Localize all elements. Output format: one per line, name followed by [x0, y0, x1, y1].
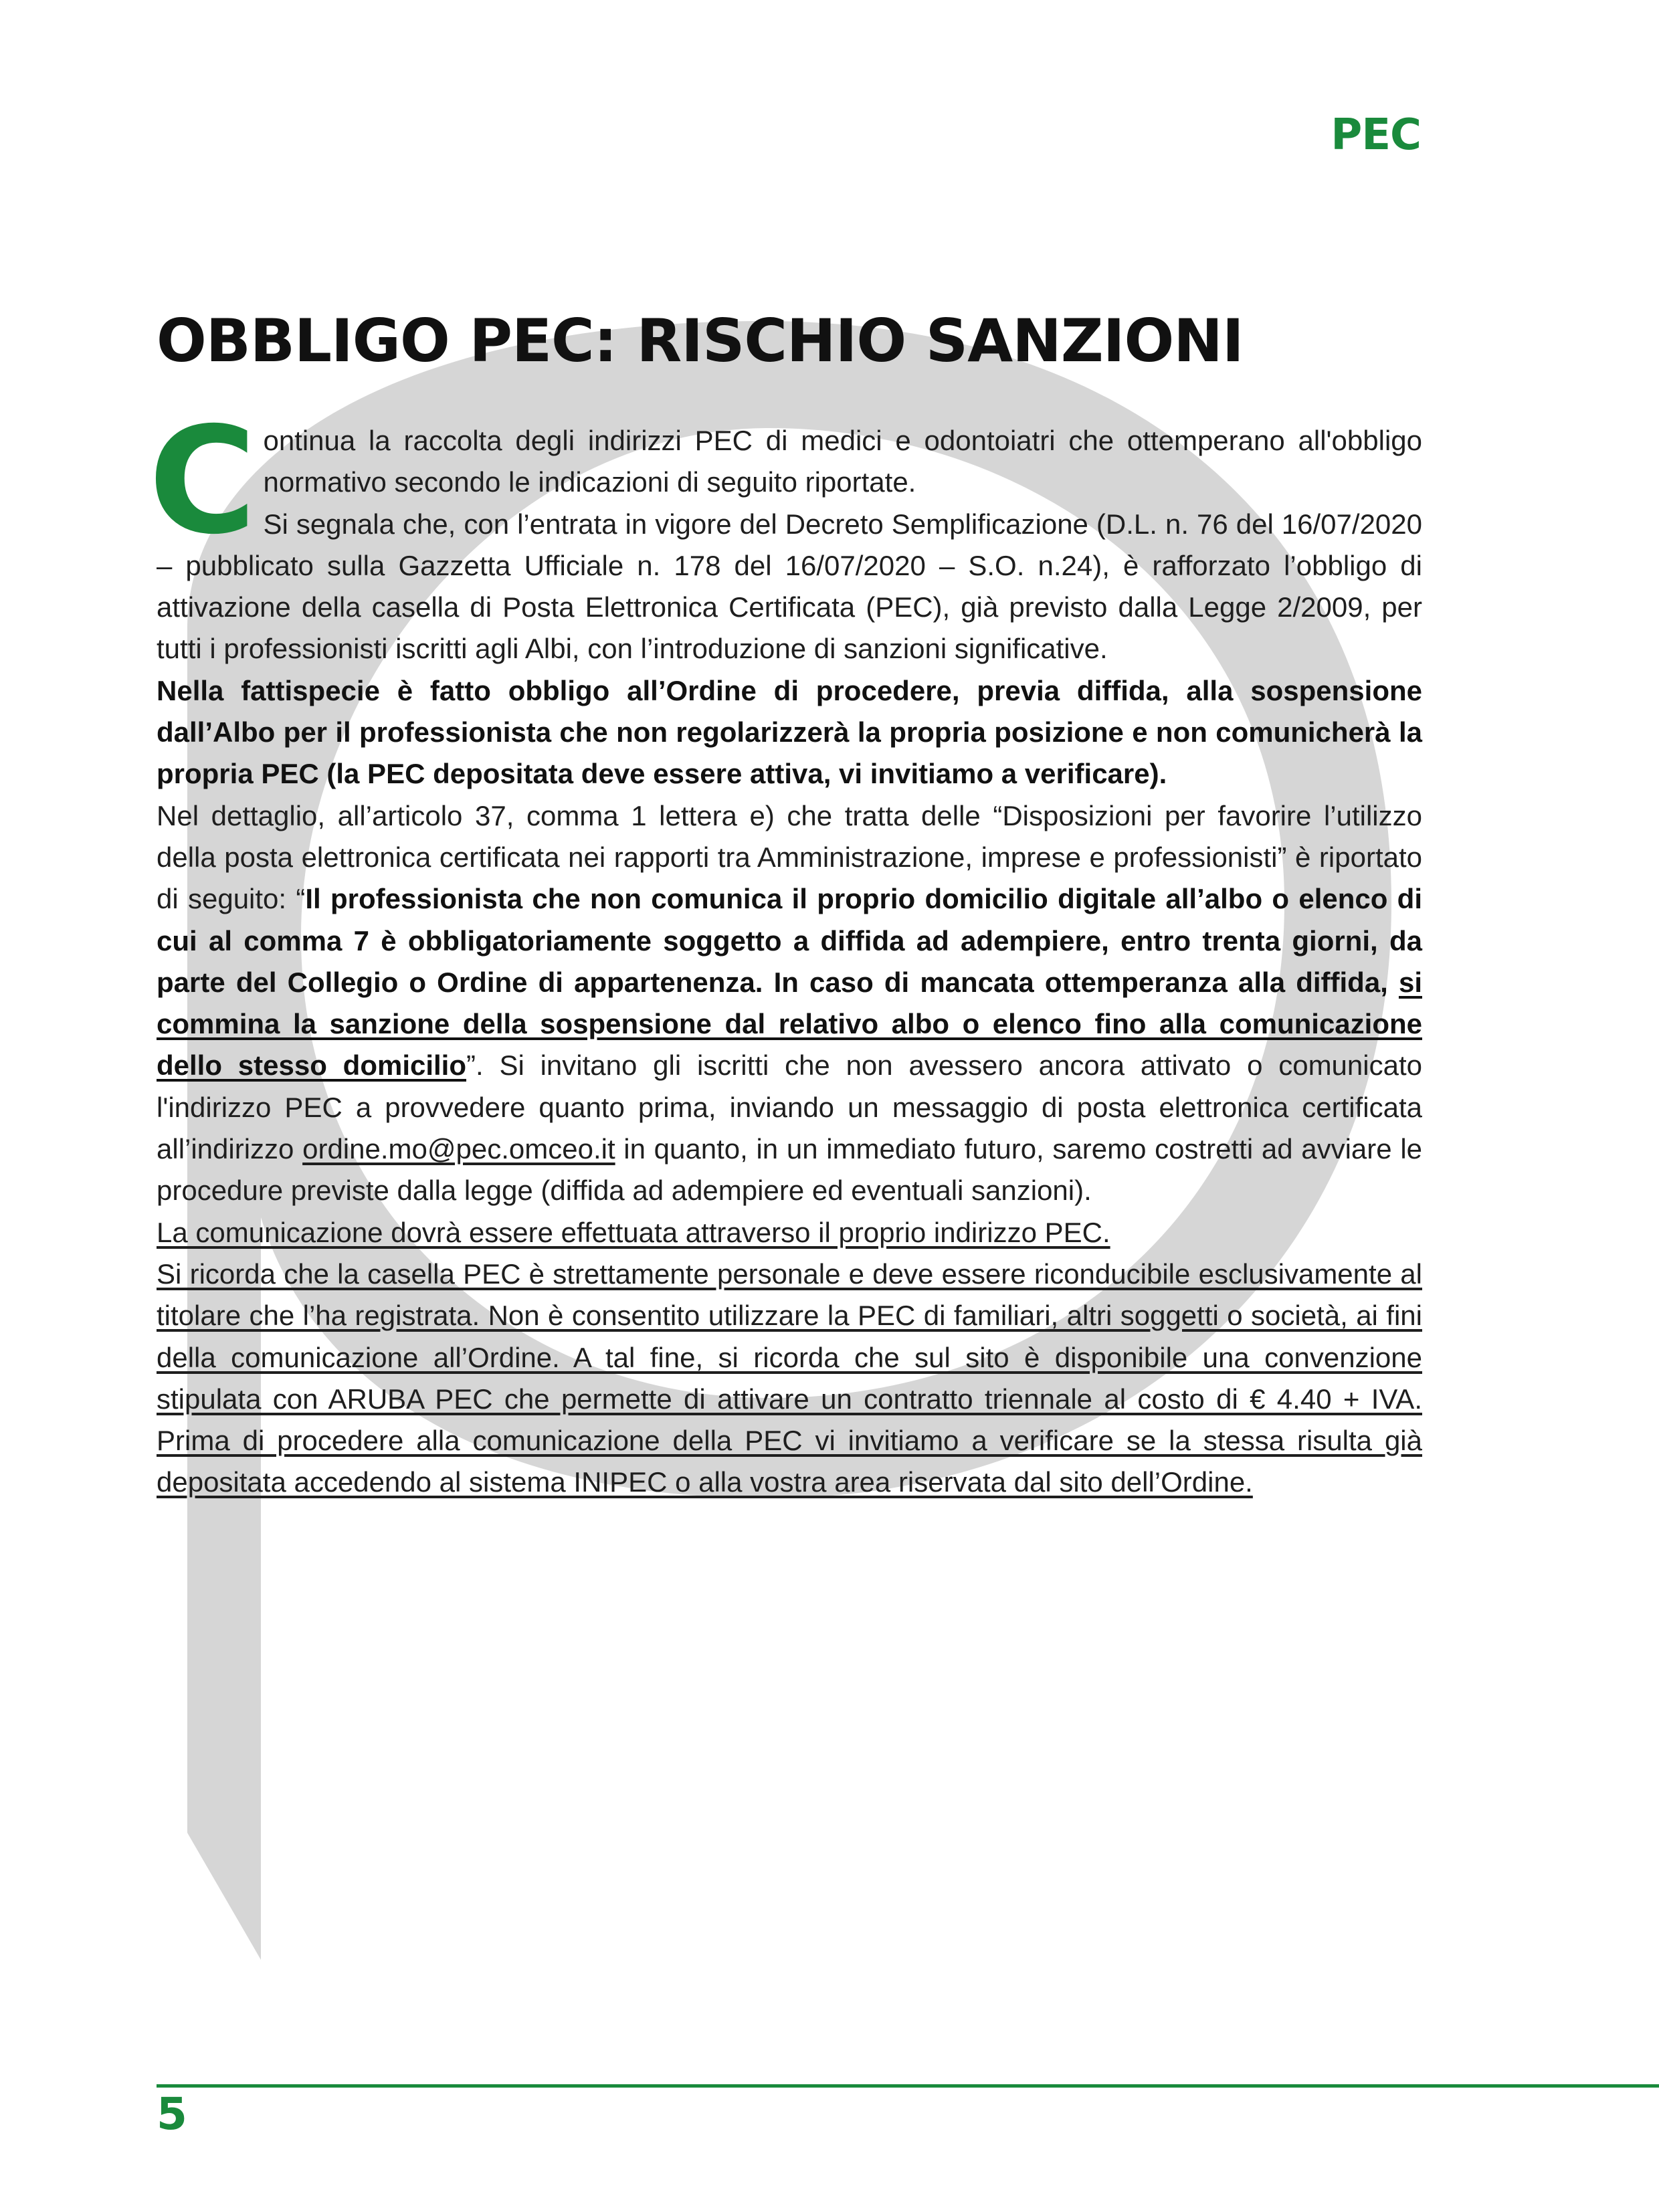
article-37-intro: Nel dettaglio, all’articolo 37, comma 1 lettera e) che tratta delle “Disposizioni per favorire l’utilizzo della posta elettronica certificata nei rapporti tra Amministrazione, imprese e professionisti” è riportato di seguito: “ [157, 799, 1422, 915]
paragraph-intro [149, 395, 1422, 567]
footer-rule [157, 2084, 1659, 2088]
article-37-quote-sanction: si commina la sanzione della sospensione dal relativo albo o elenco fino alla comunicazione dello stesso domicilio [157, 966, 1422, 1082]
section-label: PEC [1331, 110, 1421, 160]
article-37-invitation: ”. Si invitano gli iscritti che non avessero ancora attivato o comunicato l'indirizzo PEC a provvedere quanto prima, inviando un messaggio di posta elettronica certificata all’indirizzo [157, 1049, 1422, 1165]
email-link[interactable]: ordine.mo@pec.omceo.it [302, 1133, 615, 1165]
article-37-quote: Il professionista che non comunica il proprio domicilio digitale all’albo o elenco di cui al comma 7 è obbligatoriamente soggetto a diffida ad adempiere, entro trenta giorni, da parte del Collegio o Ordine di appartenenza. In caso di mancata ottemperanza alla diffida, [157, 883, 1422, 998]
paragraph-communication: La comunicazione dovrà essere effettuata attraverso il proprio indirizzo PEC. [157, 1216, 1110, 1248]
drop-cap: C [149, 395, 257, 567]
article-37-end: in quanto, in un immediato futuro, saremo costretti ad avviare le procedure previste dalla legge (diffida ad adempiere ed eventuali sanzioni). [157, 1133, 1423, 1207]
paragraph-intro-text: ontinua la raccolta degli indirizzi PEC di medici e odontoiatri che ottemperano all'obbligo normativo secondo le indicazioni di seguito riportate. [263, 425, 1422, 498]
page-number: 5 [157, 2088, 187, 2140]
paragraph-article-37 [157, 795, 1422, 1212]
article-body [149, 395, 1423, 1504]
paragraph-obligation: Nella fattispecie è fatto obbligo all’Ordine di procedere, previa diffida, alla sospensione dall’Albo per il professionista che non regolarizzerà la propria posizione e non comunicherà la propria PEC (la PEC depositata deve essere attiva, vi invitiamo a verificare). [157, 674, 1422, 790]
page-title: OBBLIGO PEC: RISCHIO SANZIONI [157, 306, 1244, 375]
paragraph-personal-pec: Si ricorda che la casella PEC è strettamente personale e deve essere riconducibile esclusivamente al titolare che l’ha registrata. Non è consentito utilizzare la PEC di familiari, altri soggetti o società, ai fini della comunicazione all’Ordine. A tal fine, si ricorda che sul sito è disponibile una convenzione stipulata con ARUBA PEC che permette di attivare un contratto triennale al costo di € 4.40 + IVA. Prima di procedere alla comunicazione della PEC vi invitiamo a verificare se la stessa risulta già depositata accedendo al sistema INIPEC o alla vostra area riservata dal sito dell’Ordine. [157, 1258, 1422, 1498]
paragraph-decree: Si segnala che, con l’entrata in vigore del Decreto Semplificazione (D.L. n. 76 del 16/07/2020 – pubblicato sulla Gazzetta Ufficiale n. 178 del 16/07/2020 – S.O. n.24), è rafforzato l’obbligo di attivazione della casella di Posta Elettronica Certificata (PEC), già previsto dalla Legge 2/2009, per tutti i professionisti iscritti agli Albi, con l’introduzione di sanzioni significative. [157, 508, 1422, 665]
